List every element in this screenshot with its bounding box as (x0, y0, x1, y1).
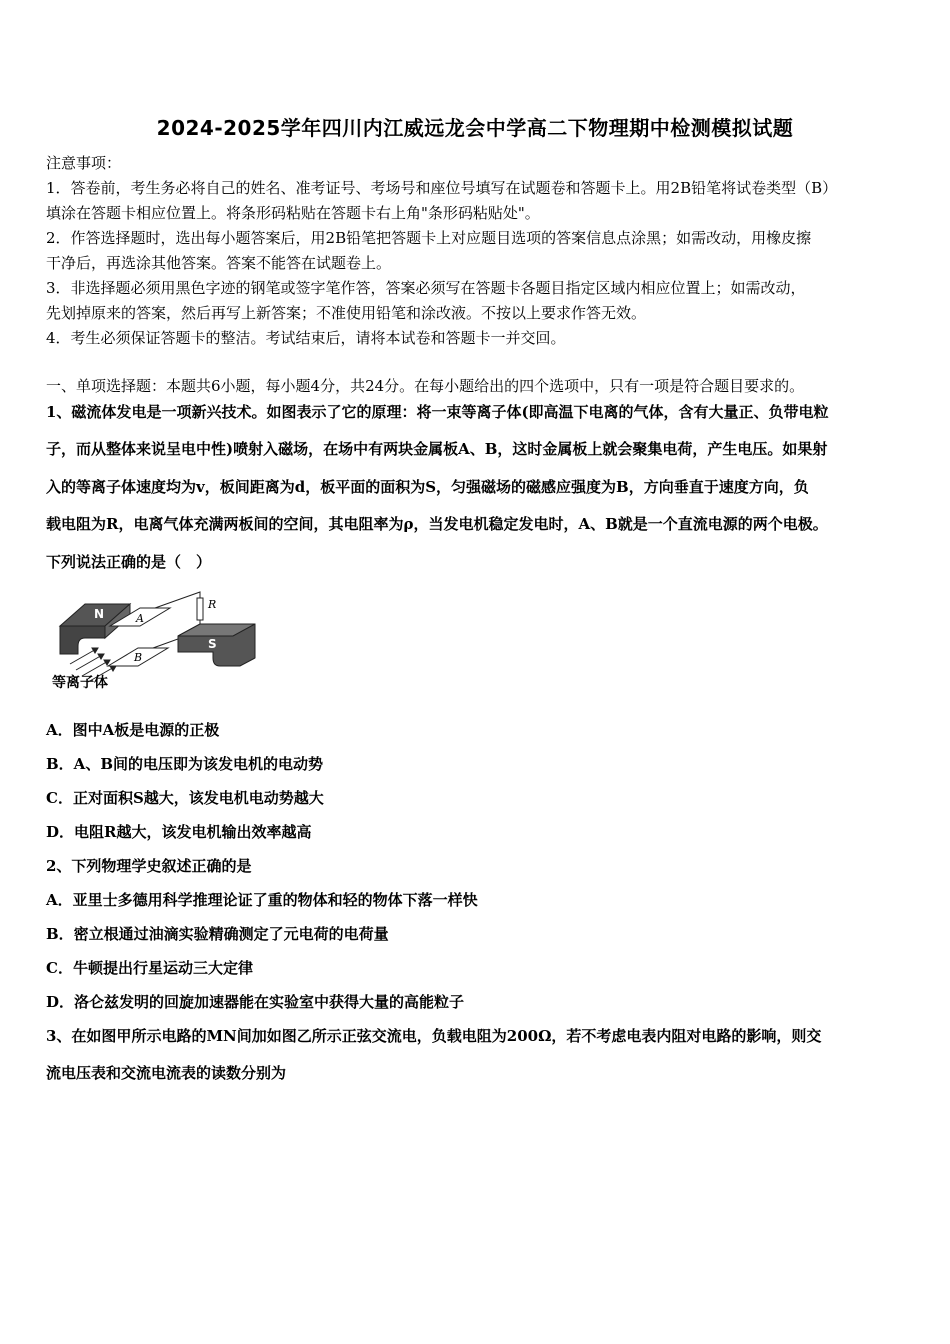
notice-line: 填涂在答题卡相应位置上。将条形码粘贴在答题卡右上角"条形码粘贴处"。 (46, 204, 540, 222)
label-n: N (94, 607, 105, 621)
page-title: 2024-2025学年四川内江威远龙会中学高二下物理期中检测模拟试题 (156, 116, 794, 140)
resistor (197, 598, 203, 620)
question-1-line: 下列说法正确的是（ ） (46, 553, 212, 571)
wire-top (155, 592, 200, 608)
question-1-line: 载电阻为R，电离气体充满两板间的空间，其电阻率为ρ，当发电机稳定发电时，A、B就是一个直流电源的两个电极。 (46, 515, 828, 533)
question-2-option: C．牛顿提出行星运动三大定律 (46, 959, 253, 977)
question-1-line: 子，而从整体来说呈电中性)喷射入磁场，在场中有两块金属板A、B，这时金属板上就会聚集电荷，产生电压。如果射 (46, 440, 828, 458)
label-a: A (136, 612, 144, 625)
notice-line: 干净后，再选涂其他答案。答案不能答在试题卷上。 (46, 254, 392, 272)
question-2-option: D．洛仑兹发明的回旋加速器能在实验室中获得大量的高能粒子 (46, 993, 465, 1011)
question-1-option: D．电阻R越大，该发电机输出效率越高 (46, 823, 312, 841)
question-2-option: A．亚里士多德用科学推理论证了重的物体和轻的物体下落一样快 (46, 891, 478, 909)
question-1-option: C．正对面积S越大，该发电机电动势越大 (46, 789, 324, 807)
question-1-line: 1、磁流体发电是一项新兴技术。如图表示了它的原理：将一束等离子体(即高温下电离的气体，含有大量正、负带电粒 (46, 403, 829, 421)
question-1-option: A．图中A板是电源的正极 (46, 721, 220, 739)
section-heading: 一、单项选择题：本题共6小题，每小题4分，共24分。在每小题给出的四个选项中，只有一项是符合题目要求的。 (46, 377, 805, 395)
notice-heading: 注意事项： (46, 154, 122, 172)
question-3-line: 流电压表和交流电流表的读数分别为 (46, 1064, 287, 1082)
question-2-stem: 2、下列物理学史叙述正确的是 (46, 857, 252, 875)
notice-line: 4．考生必须保证答题卡的整洁。考试结束后，请将本试卷和答题卡一并交回。 (46, 329, 566, 347)
magnet-n-body (60, 626, 105, 654)
question-2-option: B．密立根通过油滴实验精确测定了元电荷的电荷量 (46, 925, 389, 943)
notice-line: 2．作答选择题时，选出每小题答案后，用2B铅笔把答题卡上对应题目选项的答案信息点涂黑；如需改动，用橡皮擦 (46, 229, 812, 247)
question-1-option: B．A、B间的电压即为该发电机的电动势 (46, 755, 323, 773)
notice-line: 1．答卷前，考生务必将自己的姓名、准考证号、考场号和座位号填写在试题卷和答题卡上。用2B铅笔将试卷类型（B） (46, 179, 838, 197)
figure-caption: 等离子体 (52, 675, 108, 691)
notice-line: 先划掉原来的答案，然后再写上新答案；不准使用铅笔和涂改液。不按以上要求作答无效。 (46, 304, 647, 322)
question-3-line: 3、在如图甲所示电路的MN间加如图乙所示正弦交流电，负载电阻为200Ω，若不考虑电表内阻对电路的影响，则交 (46, 1027, 822, 1045)
label-b: B (134, 651, 143, 664)
notice-line: 3．非选择题必须用黑色字迹的钢笔或签字笔作答，答案必须写在答题卡各题目指定区域内相应位置上；如需改动， (46, 279, 806, 297)
question-1-line: 入的等离子体速度均为v，板间距离为d，板平面的面积为S，匀强磁场的磁感应强度为B，方向垂直于速度方向，负 (46, 478, 809, 496)
label-r: R (208, 598, 217, 611)
label-s: S (208, 637, 217, 651)
